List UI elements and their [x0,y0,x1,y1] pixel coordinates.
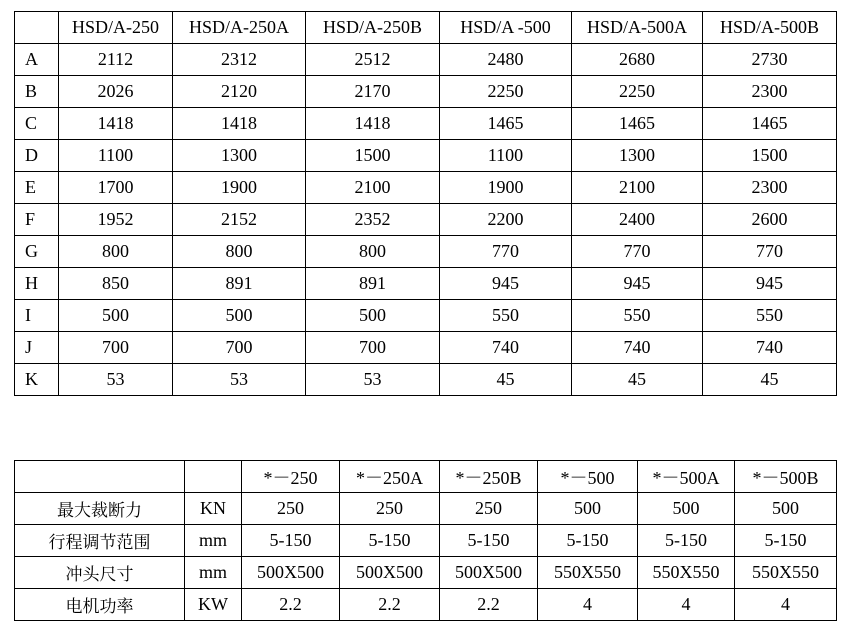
model-header-cell: *－500B [735,461,837,493]
value-cell: 5-150 [340,525,440,557]
table-row [15,268,837,300]
table-row [15,589,837,621]
value-cell: 891 [306,268,440,300]
value-cell: 2.2 [440,589,538,621]
value-cell: 4 [538,589,638,621]
value-cell: 700 [306,332,440,364]
parameter-label-cell: 最大裁断力 [15,493,185,525]
header-row [15,461,837,493]
value-cell: 53 [306,364,440,396]
row-label-cell: E [15,172,59,204]
corner-cell [15,12,59,44]
table-row [15,300,837,332]
value-cell: 2026 [59,76,173,108]
model-header-cell: *－500A [638,461,735,493]
value-cell: 2352 [306,204,440,236]
value-cell: 1465 [440,108,572,140]
value-cell: 1418 [173,108,306,140]
model-header-cell: HSD/A-250 [59,12,173,44]
value-cell: 53 [173,364,306,396]
value-cell: 2300 [703,172,837,204]
value-cell: 5-150 [735,525,837,557]
value-cell: 500X500 [242,557,340,589]
unit-cell: mm [185,557,242,589]
value-cell: 500 [173,300,306,332]
value-cell: 45 [572,364,703,396]
value-cell: 500 [638,493,735,525]
table-row [15,332,837,364]
value-cell: 1300 [173,140,306,172]
value-cell: 800 [173,236,306,268]
value-cell: 1418 [59,108,173,140]
value-cell: 5-150 [242,525,340,557]
value-cell: 550X550 [538,557,638,589]
table-row [15,204,837,236]
value-cell: 1900 [173,172,306,204]
value-cell: 2512 [306,44,440,76]
value-cell: 2100 [306,172,440,204]
value-cell: 500 [538,493,638,525]
corner-cell [15,461,185,493]
value-cell: 945 [572,268,703,300]
model-header-cell: *－250A [340,461,440,493]
value-cell: 770 [440,236,572,268]
value-cell: 2152 [173,204,306,236]
value-cell: 2250 [572,76,703,108]
value-cell: 500X500 [440,557,538,589]
value-cell: 550X550 [638,557,735,589]
row-label-cell: J [15,332,59,364]
value-cell: 250 [242,493,340,525]
table-row [15,44,837,76]
model-header-cell: *－500 [538,461,638,493]
row-label-cell: B [15,76,59,108]
table-row [15,76,837,108]
value-cell: 2300 [703,76,837,108]
table-row [15,493,837,525]
value-cell: 700 [59,332,173,364]
value-cell: 1465 [703,108,837,140]
value-cell: 740 [703,332,837,364]
unit-cell: KN [185,493,242,525]
value-cell: 2170 [306,76,440,108]
value-cell: 2112 [59,44,173,76]
row-label-cell: K [15,364,59,396]
row-label-cell: I [15,300,59,332]
model-header-cell: HSD/A-250B [306,12,440,44]
value-cell: 250 [440,493,538,525]
value-cell: 1952 [59,204,173,236]
model-header-cell: *－250 [242,461,340,493]
value-cell: 2312 [173,44,306,76]
table-row [15,108,837,140]
value-cell: 550X550 [735,557,837,589]
table-row [15,140,837,172]
value-cell: 550 [440,300,572,332]
table-row [15,364,837,396]
value-cell: 1465 [572,108,703,140]
row-label-cell: C [15,108,59,140]
value-cell: 5-150 [638,525,735,557]
value-cell: 2250 [440,76,572,108]
row-label-cell: A [15,44,59,76]
value-cell: 45 [703,364,837,396]
parameter-label-cell: 冲头尺寸 [15,557,185,589]
model-header-cell: HSD/A -500 [440,12,572,44]
value-cell: 2120 [173,76,306,108]
value-cell: 1100 [440,140,572,172]
value-cell: 2200 [440,204,572,236]
value-cell: 500 [735,493,837,525]
model-header-cell: HSD/A-500B [703,12,837,44]
spec-table [14,460,837,621]
value-cell: 2600 [703,204,837,236]
value-cell: 770 [572,236,703,268]
table-row [15,557,837,589]
value-cell: 550 [703,300,837,332]
value-cell: 45 [440,364,572,396]
value-cell: 700 [173,332,306,364]
value-cell: 4 [638,589,735,621]
corner-cell [185,461,242,493]
unit-cell: mm [185,525,242,557]
value-cell: 4 [735,589,837,621]
value-cell: 500 [59,300,173,332]
value-cell: 2.2 [242,589,340,621]
value-cell: 2400 [572,204,703,236]
value-cell: 740 [440,332,572,364]
value-cell: 2100 [572,172,703,204]
value-cell: 250 [340,493,440,525]
value-cell: 5-150 [440,525,538,557]
value-cell: 850 [59,268,173,300]
value-cell: 5-150 [538,525,638,557]
value-cell: 945 [440,268,572,300]
value-cell: 891 [173,268,306,300]
model-header-cell: HSD/A-250A [173,12,306,44]
value-cell: 740 [572,332,703,364]
value-cell: 945 [703,268,837,300]
unit-cell: KW [185,589,242,621]
table-row [15,525,837,557]
row-label-cell: F [15,204,59,236]
value-cell: 2680 [572,44,703,76]
parameter-label-cell: 电机功率 [15,589,185,621]
value-cell: 550 [572,300,703,332]
value-cell: 1300 [572,140,703,172]
model-header-cell: HSD/A-500A [572,12,703,44]
table-row [15,236,837,268]
table-row [15,172,837,204]
row-label-cell: H [15,268,59,300]
value-cell: 2730 [703,44,837,76]
value-cell: 1500 [703,140,837,172]
value-cell: 500 [306,300,440,332]
value-cell: 1700 [59,172,173,204]
value-cell: 1500 [306,140,440,172]
value-cell: 800 [306,236,440,268]
value-cell: 1418 [306,108,440,140]
value-cell: 53 [59,364,173,396]
value-cell: 800 [59,236,173,268]
value-cell: 500X500 [340,557,440,589]
row-label-cell: G [15,236,59,268]
value-cell: 1900 [440,172,572,204]
value-cell: 1100 [59,140,173,172]
value-cell: 770 [703,236,837,268]
value-cell: 2480 [440,44,572,76]
header-row [15,12,837,44]
value-cell: 2.2 [340,589,440,621]
parameter-label-cell: 行程调节范围 [15,525,185,557]
model-header-cell: *－250B [440,461,538,493]
row-label-cell: D [15,140,59,172]
dimension-table [14,11,837,396]
